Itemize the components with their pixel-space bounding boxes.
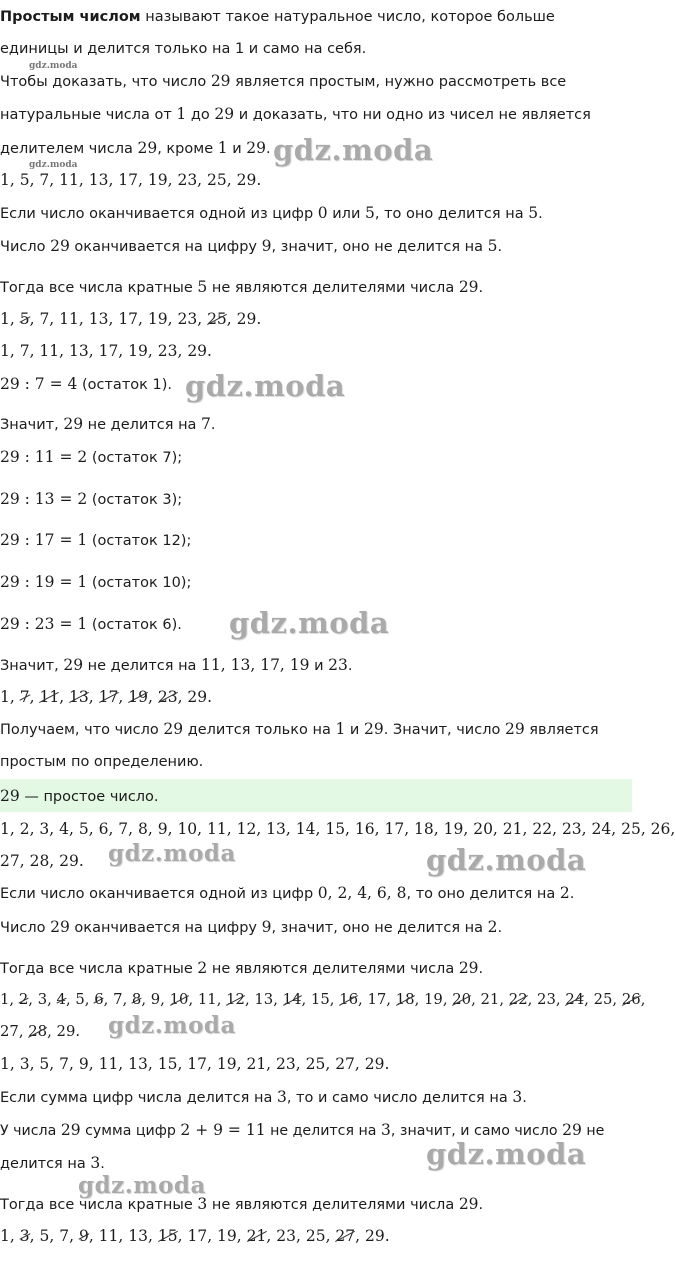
separator: , <box>329 991 340 1008</box>
math: 2 <box>559 884 570 902</box>
text: , кроме <box>157 141 218 157</box>
conclusion-divisions <box>0 655 632 676</box>
text: 1, <box>0 688 20 706</box>
text: является <box>524 722 599 738</box>
text: не делится на <box>265 1123 382 1139</box>
separator: , <box>273 991 283 1008</box>
watermark: gdz.moda <box>108 840 236 867</box>
text: делится на <box>0 1156 91 1172</box>
math: 3 <box>90 1154 101 1172</box>
separator: , <box>216 991 227 1008</box>
check-2 <box>0 917 632 938</box>
text: или <box>327 206 365 222</box>
separator: , <box>584 991 594 1008</box>
crossed-number: 4 <box>56 991 66 1008</box>
math: 29 <box>562 1121 582 1139</box>
text: (остаток 10); <box>87 575 192 591</box>
crossed-list-divisions <box>0 687 632 707</box>
text: Если число оканчивается одной из цифр <box>0 886 318 902</box>
division-19 <box>0 572 632 593</box>
text: , значит, оно не делится на <box>271 920 488 936</box>
number: 5 <box>39 1227 50 1245</box>
definition-line-2 <box>0 39 632 59</box>
number: 5 <box>75 991 85 1008</box>
text: , <box>59 688 70 706</box>
separator: , <box>244 991 255 1008</box>
math: 29 <box>214 105 235 123</box>
watermark: gdz.moda <box>78 1172 206 1199</box>
separator: , <box>160 991 170 1008</box>
number: 29 <box>56 1023 76 1040</box>
text: . <box>478 961 484 977</box>
math: 29 <box>163 720 184 738</box>
division-11 <box>0 447 632 468</box>
text: является простым, нужно рассмотреть все <box>230 74 567 90</box>
all-numbers-line-1: 1, 2, 3, 4, 5, 6, 7, 8, 9, 10, 11, 12, 13, 14, 15, 16, 17, 18, 19, 20, 21, 22, 23, 24, 25, 26, <box>0 820 675 838</box>
math: 29 : 7 = 4 <box>0 375 78 393</box>
crossed-list-2-line-2 <box>0 1022 632 1042</box>
division-17 <box>0 530 632 551</box>
separator: , <box>103 991 114 1008</box>
crossed-number: 16 <box>339 991 359 1008</box>
division-13 <box>0 489 632 510</box>
text: и доказать, что ни одно из чисел не является <box>234 107 591 123</box>
crossed-number: 13 <box>69 688 89 706</box>
number: 15 <box>310 991 330 1008</box>
watermark: gdz.moda <box>108 1012 236 1039</box>
intro-line-2 <box>0 104 632 125</box>
text: не делится на <box>83 658 202 674</box>
crossed-number: 26 <box>621 991 641 1008</box>
crossed-number: 19 <box>128 688 148 706</box>
number: 13 <box>254 991 274 1008</box>
text: . <box>497 920 503 936</box>
separator: , <box>84 991 95 1008</box>
crossed-number: 27 <box>335 1227 356 1245</box>
text: не являются делителями числа <box>207 280 459 296</box>
crossed-number: 7 <box>19 688 30 706</box>
math: 29 <box>63 415 84 433</box>
text: Значит, <box>0 417 64 433</box>
text: 1, <box>0 310 20 328</box>
crossed-number: 12 <box>226 991 245 1008</box>
text: . <box>478 1197 484 1213</box>
math: 5 <box>197 278 208 296</box>
check-5 <box>0 236 632 257</box>
crossed-number: 6 <box>94 991 104 1008</box>
text: сумма цифр <box>80 1123 181 1139</box>
separator: , <box>47 1023 57 1040</box>
separator: , <box>148 1227 158 1245</box>
separator: , <box>88 1227 99 1245</box>
math: 3 <box>197 1195 208 1213</box>
text: оканчивается на цифру <box>69 920 262 936</box>
separator: , <box>177 1227 188 1245</box>
number: 3 <box>37 991 48 1008</box>
definition-term: Простым числом <box>0 9 141 25</box>
crossed-number: 9 <box>78 1227 89 1245</box>
math: 29 <box>63 656 84 674</box>
number: 23 <box>537 991 556 1008</box>
math: 29 : 19 = 1 <box>0 573 88 591</box>
text: , 29. <box>226 310 262 328</box>
text: У числа <box>0 1123 61 1139</box>
text: делителем числа <box>0 141 138 157</box>
separator: , <box>295 1227 306 1245</box>
watermark: gdz.moda <box>185 369 346 403</box>
math: 29 <box>458 959 479 977</box>
text: (остаток 7); <box>87 450 183 466</box>
number: 11 <box>197 991 217 1008</box>
text: Тогда все числа кратные <box>0 280 198 296</box>
math: 29 <box>50 237 70 255</box>
number: 25 <box>593 991 613 1008</box>
definition-line-1 <box>0 7 632 27</box>
watermark-small: gdz.moda <box>29 61 78 71</box>
text: и <box>227 141 247 157</box>
text: — простое число. <box>19 789 159 805</box>
text: и <box>309 658 329 674</box>
number: 23 <box>276 1227 296 1245</box>
odd-numbers: 1, 3, 5, 7, 9, 11, 13, 15, 17, 19, 21, 23, 25, 27, 29. <box>0 1055 390 1073</box>
separator: , <box>29 1227 40 1245</box>
math: 2 <box>197 959 208 977</box>
text: Значит, <box>0 658 64 674</box>
text: , <box>118 688 129 706</box>
separator: , <box>188 991 198 1008</box>
separator: , <box>325 1227 336 1245</box>
separator: , <box>28 991 38 1008</box>
text: Если сумма цифр числа делится на <box>0 1090 277 1106</box>
crossed-number: 11 <box>39 688 60 706</box>
crossed-number: 23 <box>157 688 178 706</box>
text: (остаток 3); <box>87 492 183 508</box>
text: Если число оканчивается одной из цифр <box>0 206 318 222</box>
watermark: gdz.moda <box>426 843 587 877</box>
math: 5 <box>528 204 539 222</box>
separator: , <box>118 1227 129 1245</box>
text: Число <box>0 239 51 255</box>
separator: , <box>640 991 646 1008</box>
number: 1 <box>0 1227 10 1245</box>
text: Тогда все числа кратные <box>0 961 198 977</box>
number: 13 <box>128 1227 148 1245</box>
crossed-number: 3 <box>19 1227 30 1245</box>
text: . <box>347 658 353 674</box>
math: 29 <box>60 1121 81 1139</box>
separator: , <box>355 1227 366 1245</box>
number: 29 <box>365 1227 385 1245</box>
separator: , <box>65 991 76 1008</box>
math: 11, 13, 17, 19 <box>201 656 310 674</box>
math: 2 + 9 = 11 <box>180 1121 266 1139</box>
crossed-list-5 <box>0 309 632 329</box>
number: 25 <box>305 1227 326 1245</box>
number: 9 <box>150 991 161 1008</box>
text: (остаток 6). <box>87 617 182 633</box>
list-candidates-5: 1, 5, 7, 11, 13, 17, 19, 23, 25, 29. <box>0 171 262 189</box>
crossed-number: 21 <box>246 1227 267 1245</box>
text: . <box>266 141 271 157</box>
math: 29 : 17 = 1 <box>0 531 88 549</box>
math: 29 <box>137 139 158 157</box>
math: 5 <box>364 204 375 222</box>
separator: , <box>442 991 453 1008</box>
separator: , <box>386 991 396 1008</box>
crossed-number: 25 <box>207 310 227 328</box>
separator: , <box>9 1227 20 1245</box>
separator: , <box>69 1227 79 1245</box>
text: . <box>210 417 216 433</box>
separator: , <box>414 991 424 1008</box>
math: 5 <box>487 237 498 255</box>
rule-2 <box>0 883 632 904</box>
math: 29 <box>504 720 525 738</box>
result-line-1 <box>0 719 632 740</box>
separator: , <box>47 991 57 1008</box>
math: 29 : 11 = 2 <box>0 448 88 466</box>
text: . <box>478 280 484 296</box>
math: 3 <box>381 1121 391 1139</box>
multiples-2 <box>0 958 632 979</box>
crossed-number: 28 <box>28 1023 48 1040</box>
number: 19 <box>423 991 443 1008</box>
separator: , <box>499 991 509 1008</box>
math: 29 <box>50 918 70 936</box>
text: (остаток 12); <box>87 533 192 549</box>
math: 29 : 13 = 2 <box>0 490 88 508</box>
number: 1 <box>0 991 10 1008</box>
crossed-number: 14 <box>282 991 302 1008</box>
crossed-number: 2 <box>18 991 29 1008</box>
result-line-2: простым по определению. <box>0 754 204 770</box>
text: . <box>569 886 575 902</box>
math: 7 <box>201 415 211 433</box>
separator: , <box>236 1227 247 1245</box>
text: Тогда все числа кратные <box>0 1197 198 1213</box>
separator: , <box>358 991 368 1008</box>
text: натуральные числа от <box>0 107 177 123</box>
text: , то и само число делится на <box>286 1090 513 1106</box>
text: , значит, оно не делится на <box>271 239 488 255</box>
text: до <box>186 107 215 123</box>
text: называют такое натуральное число, которое больше <box>140 9 555 25</box>
number: 19 <box>217 1227 237 1245</box>
separator: , <box>612 991 622 1008</box>
separator: , <box>49 1227 60 1245</box>
rule-3 <box>0 1087 632 1108</box>
crossed-number: 24 <box>565 991 585 1008</box>
crossed-list-3 <box>0 1226 632 1246</box>
math: 1 <box>335 720 346 738</box>
text: . <box>497 239 503 255</box>
math: 1 <box>176 105 187 123</box>
multiples-5 <box>0 277 632 298</box>
math: 2 <box>487 918 498 936</box>
text: , то оно делится на <box>374 206 529 222</box>
text: Чтобы доказать, что число <box>0 74 211 90</box>
separator: , <box>527 991 538 1008</box>
text: . <box>100 1156 105 1172</box>
text: , <box>147 688 158 706</box>
watermark: gdz.moda <box>273 133 434 167</box>
number: 7 <box>113 991 123 1008</box>
crossed-number: 22 <box>508 991 528 1008</box>
text: делится только на <box>183 722 336 738</box>
number: 27 <box>0 1023 19 1040</box>
answer <box>0 786 632 807</box>
crossed-number: 15 <box>157 1227 178 1245</box>
text: Число <box>0 920 51 936</box>
watermark: gdz.moda <box>229 606 390 640</box>
text: , то оно делится на <box>406 886 560 902</box>
text: оканчивается на цифру <box>69 239 262 255</box>
intro-line-1 <box>0 71 632 92</box>
separator: . <box>384 1227 390 1245</box>
text: Получаем, что число <box>0 722 164 738</box>
watermark: gdz.moda <box>426 1137 587 1171</box>
separator: , <box>471 991 481 1008</box>
math: 29 <box>458 1195 479 1213</box>
math: 3 <box>276 1088 287 1106</box>
math: 29 <box>458 278 479 296</box>
text: , 7, 11, 13, 17, 19, 23, <box>29 310 208 328</box>
text: , <box>88 688 99 706</box>
math: 0 <box>317 204 328 222</box>
number: 11 <box>98 1227 119 1245</box>
math: 9 <box>261 918 272 936</box>
text: не являются делителями числа <box>207 1197 459 1213</box>
text: не <box>581 1123 605 1139</box>
conclusion-7 <box>0 414 632 435</box>
math: 29 : 23 = 1 <box>0 615 88 633</box>
crossed-number: 20 <box>452 991 472 1008</box>
text: . <box>538 206 543 222</box>
math: 0, 2, 4, 6, 8 <box>317 884 407 902</box>
all-numbers-line-2: 27, 28, 29. <box>0 852 84 870</box>
math: 29 <box>0 787 20 805</box>
math: 29 <box>246 139 266 157</box>
list-remaining: 1, 7, 11, 13, 17, 19, 23, 29. <box>0 342 212 360</box>
math: 3 <box>512 1088 523 1106</box>
separator: . <box>75 1023 81 1040</box>
separator: , <box>18 1023 29 1040</box>
crossed-number: 10 <box>169 991 189 1008</box>
separator: , <box>266 1227 277 1245</box>
text: и <box>345 722 364 738</box>
number: 17 <box>367 991 387 1008</box>
math: 29 <box>210 72 231 90</box>
separator: , <box>122 991 132 1008</box>
text: не делится на <box>83 417 202 433</box>
crossed-list-2-line-1 <box>0 990 646 1010</box>
text: (остаток 1). <box>77 377 172 393</box>
separator: , <box>9 991 19 1008</box>
separator: , <box>141 991 151 1008</box>
number: 17 <box>187 1227 208 1245</box>
text: . Значит, число <box>383 722 505 738</box>
crossed-number: 8 <box>131 991 142 1008</box>
text: . <box>522 1090 527 1106</box>
text: , <box>29 688 40 706</box>
crossed-number: 17 <box>98 688 119 706</box>
rule-5 <box>0 203 632 224</box>
text: , значит, и само число <box>390 1123 563 1139</box>
text: , 29. <box>177 688 213 706</box>
text: не являются делителями числа <box>207 961 459 977</box>
math: 1 <box>217 139 228 157</box>
number: 7 <box>59 1227 70 1245</box>
number: 21 <box>480 991 500 1008</box>
separator: , <box>555 991 566 1008</box>
math: 9 <box>261 237 272 255</box>
math: 23 <box>328 656 348 674</box>
text: единицы и делится только на 1 и само на себя. <box>0 41 367 57</box>
crossed-number: 5 <box>19 310 30 328</box>
watermark-small: gdz.moda <box>29 160 78 170</box>
separator: , <box>207 1227 218 1245</box>
math: 29 <box>363 720 384 738</box>
crossed-number: 18 <box>395 991 415 1008</box>
separator: , <box>301 991 311 1008</box>
